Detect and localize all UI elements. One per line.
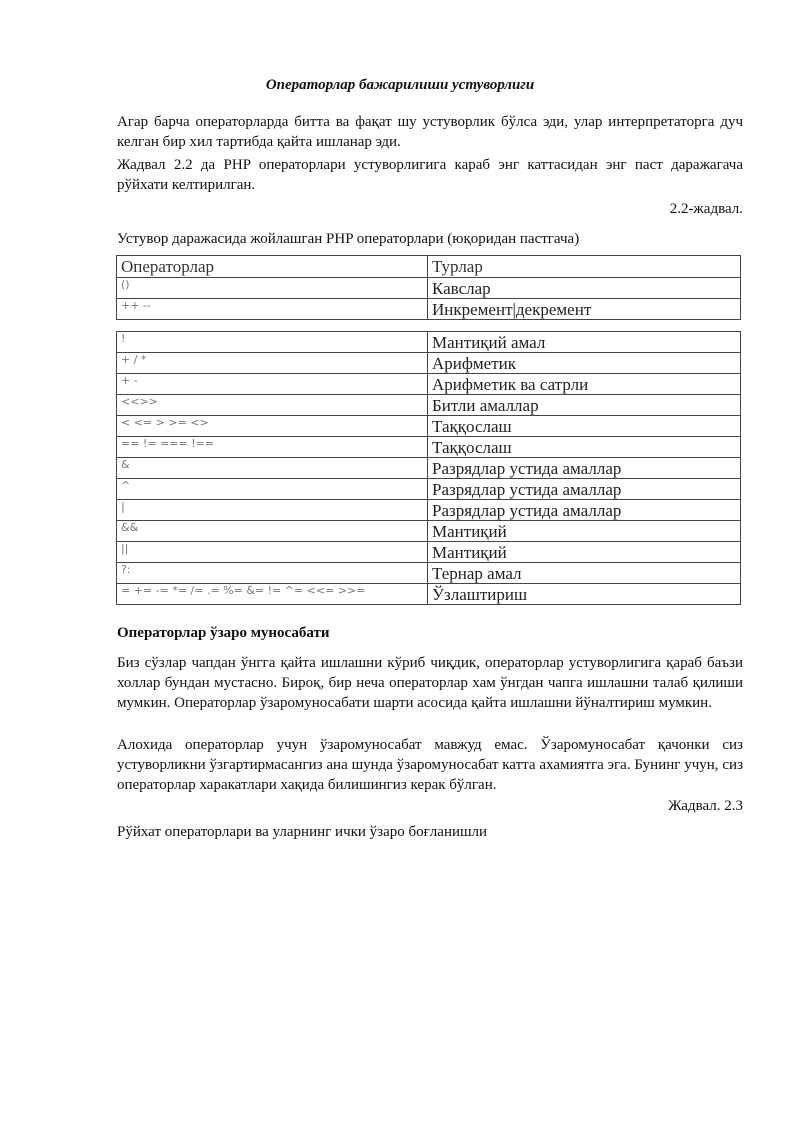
type-cell: Мантиқий амал (428, 332, 741, 353)
paragraph-table-ref: Жадвал 2.2 да PHP операторлари устуворлигига караб энг каттасидан энг паст даражагача рўйхати келтирилган. (117, 157, 743, 193)
operator-cell: | (117, 500, 428, 521)
table-caption-2-2: Устувор даражасида жойлашган PHP операторлари (юқоридан пастгача) (117, 231, 580, 247)
type-cell: Инкремент|декремент (428, 299, 741, 320)
table-header-row (117, 256, 741, 278)
section-heading: Операторлар ўзаро муносабати (117, 625, 330, 641)
type-cell: Разрядлар устида амаллар (428, 479, 741, 500)
operator-table-main (116, 331, 741, 605)
header-types: Турлар (428, 256, 741, 278)
table-row (117, 353, 741, 374)
type-cell: Мантиқий (428, 542, 741, 563)
operator-cell: <<>> (117, 395, 428, 416)
table-row (117, 374, 741, 395)
type-cell: Разрядлар устида амаллар (428, 458, 741, 479)
type-cell: Таққослаш (428, 437, 741, 458)
type-cell: Арифметик (428, 353, 741, 374)
table-row (117, 521, 741, 542)
type-cell: Таққослаш (428, 416, 741, 437)
paragraph-intro: Агар барча операторларда битта ва фақат шу устуворлик бўлса эди, улар интерпретаторга дуч келган бир хил тартибда қайта ишланар эди. (117, 114, 743, 150)
type-cell: Мантиқий (428, 521, 741, 542)
operator-cell: == != === !== (117, 437, 428, 458)
operator-cell: & (117, 458, 428, 479)
operator-cell: && (117, 521, 428, 542)
operator-cell: + / * (117, 353, 428, 374)
type-cell: Битли амаллар (428, 395, 741, 416)
table-label-2-2: 2.2-жадвал. (669, 201, 743, 217)
table-row (117, 332, 741, 353)
operator-cell: ++ -- (117, 299, 428, 320)
operator-cell: < <= > >= <> (117, 416, 428, 437)
type-cell: Тернар амал (428, 563, 741, 584)
table-row (117, 584, 741, 605)
type-cell: Арифметик ва сатрли (428, 374, 741, 395)
table-row (117, 500, 741, 521)
table-row (117, 479, 741, 500)
operator-cell: ! (117, 332, 428, 353)
table-row (117, 458, 741, 479)
type-cell: Кавслар (428, 278, 741, 299)
table-row (117, 416, 741, 437)
table-caption-2-3: Рўйхат операторлари ва уларнинг ички ўзаро боғланишли (117, 824, 488, 840)
type-cell: Ўзлаштириш (428, 584, 741, 605)
type-cell: Разрядлар устида амаллар (428, 500, 741, 521)
operator-cell: () (117, 278, 428, 299)
page-title: Операторлар бажарилиши устуворлиги (265, 77, 535, 93)
operator-table-top (116, 255, 741, 320)
table-row (117, 278, 741, 299)
operator-cell: || (117, 542, 428, 563)
table-row (117, 542, 741, 563)
table-row (117, 299, 741, 320)
table-row (117, 563, 741, 584)
paragraph-associativity-2: Алохида операторлар учун ўзаромуносабат мавжуд емас. Ўзаромуносабат қачонки сиз устуворликни ўзгартирмасангиз ана шунда ўзаромуносабат катта ахамиятга эга. Бунинг учун, сиз операторлар харакатлари хақида билишингиз керак бўлган. (117, 737, 743, 793)
table-label-2-3: Жадвал. 2.3 (668, 798, 743, 814)
table-row (117, 395, 741, 416)
operator-cell: ?: (117, 563, 428, 584)
header-operators: Операторлар (117, 256, 428, 278)
operator-cell: + - (117, 374, 428, 395)
operator-cell: = += -= *= /= .= %= &= != ^= <<= >>= (117, 584, 428, 605)
paragraph-associativity: Биз сўзлар чапдан ўнгга қайта ишлашни кўриб чиқдик, операторлар устуворлигига қараб баъзи холлар бундан мустасно. Бироқ, бир неча операторлар хам ўнгдан чапга ишлашни талаб қилиши мумкин. Операторлар ўзаромуносабати шарти асосида қайта ишлашни йўналтириш мумкин. (117, 655, 743, 711)
table-row (117, 437, 741, 458)
operator-cell: ^ (117, 479, 428, 500)
